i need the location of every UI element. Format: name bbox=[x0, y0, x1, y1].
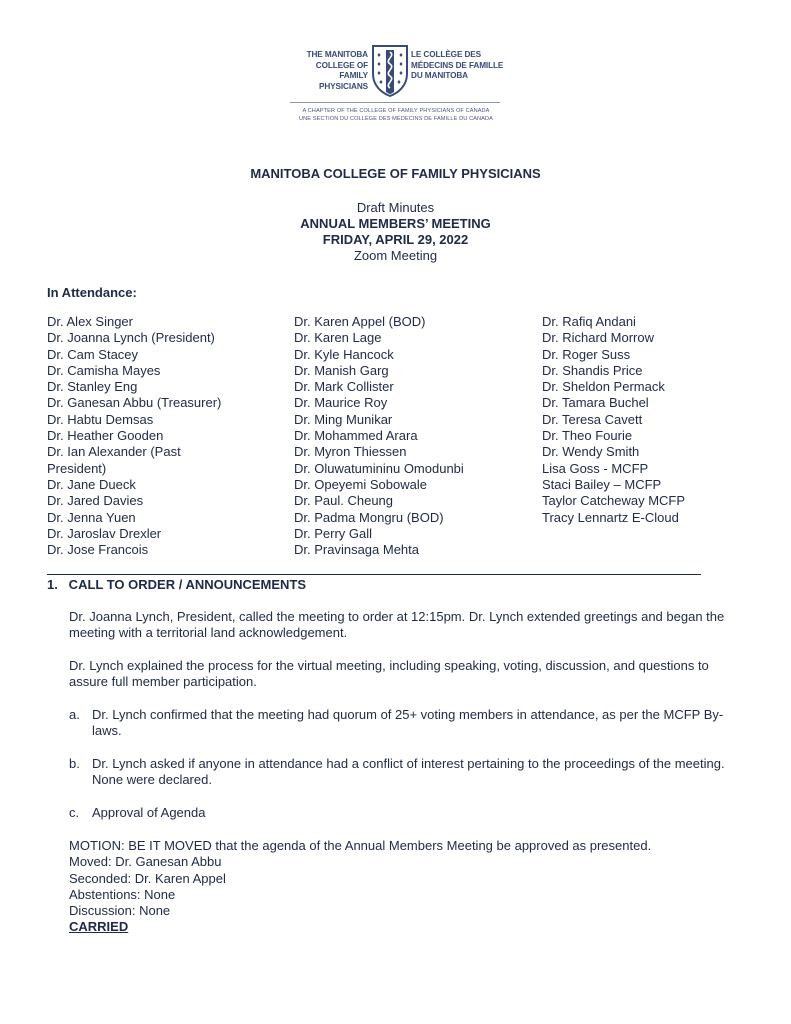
attendee-name: Dr. Habtu Demsas bbox=[47, 411, 154, 427]
attendee-name: Dr. Stanley Eng bbox=[47, 379, 138, 395]
attendee-name: Dr. Jared Davies bbox=[47, 493, 144, 509]
motion-text: MOTION: BE IT MOVED that the agenda of the Annual Members Meeting be approved as presented. bbox=[69, 838, 652, 853]
attendee-name: Dr. Alex Singer bbox=[47, 314, 133, 329]
attendance-heading: In Attendance: bbox=[47, 285, 137, 300]
attendance-column-3 bbox=[542, 314, 685, 526]
document-type: Draft Minutes bbox=[356, 200, 435, 215]
attendee-name: President) bbox=[47, 460, 107, 476]
section-title: 1. CALL TO ORDER / ANNOUNCEMENTS bbox=[47, 577, 307, 592]
meeting-date: FRIDAY, APRIL 29, 2022 bbox=[322, 232, 469, 247]
motion-result: CARRIED bbox=[69, 919, 129, 935]
attendee-name: Dr. Teresa Cavett bbox=[542, 411, 643, 427]
attendee-name: Dr. Padma Mongru (BOD) bbox=[294, 509, 444, 525]
attendee-name: Dr. Maurice Roy bbox=[294, 395, 388, 411]
motion-seconded: Seconded: Dr. Karen Appel bbox=[69, 870, 226, 886]
attendee-name: Taylor Catcheway MCFP bbox=[542, 493, 686, 509]
attendee-name: Dr. Ganesan Abbu (Treasurer) bbox=[47, 395, 222, 411]
meeting-location: Zoom Meeting bbox=[353, 248, 438, 263]
attendee-name: Dr. Myron Thiessen bbox=[294, 444, 407, 460]
list-item-text: Approval of Agenda bbox=[92, 805, 206, 820]
college-logo bbox=[290, 44, 502, 134]
list-item-text: Dr. Lynch confirmed that the meeting had quorum of 25+ voting members in attendance, as per the MCFP By-laws. bbox=[92, 707, 724, 739]
shield-crest-icon bbox=[370, 44, 410, 98]
attendee-name: Dr. Mark Collister bbox=[294, 379, 394, 395]
paragraph: Dr. Lynch explained the process for the virtual meeting, including speaking, voting, discussion, and questions to assure full member participation. bbox=[69, 658, 709, 690]
attendee-name: Dr. Rafiq Andani bbox=[542, 314, 636, 329]
logo-divider bbox=[290, 102, 500, 103]
attendee-name: Dr. Ian Alexander (Past bbox=[47, 444, 181, 460]
logo-french-name: LE COLLÈGE DES MÉDECINS DE FAMILLE DU MANITOBA bbox=[411, 50, 504, 80]
attendee-name: Dr. Mohammed Arara bbox=[294, 428, 418, 444]
list-item-label: b. bbox=[69, 756, 80, 771]
attendee-name: Dr. Theo Fourie bbox=[542, 428, 633, 444]
attendee-name: Dr. Heather Gooden bbox=[47, 428, 164, 444]
attendee-name: Dr. Karen Lage bbox=[294, 330, 382, 346]
attendee-name: Tracy Lennartz E-Cloud bbox=[542, 509, 679, 525]
attendee-name: Dr. Sheldon Permack bbox=[542, 379, 665, 395]
attendee-name: Dr. Manish Garg bbox=[294, 362, 389, 378]
attendee-name: Staci Bailey – MCFP bbox=[542, 476, 662, 492]
motion-moved: Moved: Dr. Ganesan Abbu bbox=[69, 854, 222, 870]
attendee-name: Dr. Ming Munikar bbox=[294, 411, 393, 427]
section-divider bbox=[47, 574, 701, 575]
list-item bbox=[69, 707, 749, 740]
paragraph: Dr. Joanna Lynch, President, called the meeting to order at 12:15pm. Dr. Lynch extended greetings and began the meeting with a territorial land acknowledgement. bbox=[69, 609, 725, 641]
attendee-name: Lisa Goss - MCFP bbox=[542, 460, 649, 476]
list-item-text: Dr. Lynch asked if anyone in attendance had a conflict of interest pertaining to the proceedings of the meeting. None were declared. bbox=[92, 756, 725, 788]
attendee-name: Dr. Cam Stacey bbox=[47, 346, 139, 362]
attendee-name: Dr. Pravinsaga Mehta bbox=[294, 542, 420, 558]
logo-english-name: THE MANITOBA COLLEGE OF FAMILY PHYSICIANS bbox=[306, 50, 368, 91]
attendee-name: Dr. Kyle Hancock bbox=[294, 346, 394, 362]
attendee-name: Dr. Camisha Mayes bbox=[47, 362, 161, 378]
attendee-name: Dr. Wendy Smith bbox=[542, 444, 640, 460]
meeting-name: ANNUAL MEMBERS’ MEETING bbox=[300, 216, 491, 231]
attendee-name: Dr. Oluwatumininu Omodunbi bbox=[294, 460, 464, 476]
attendee-name: Dr. Karen Appel (BOD) bbox=[294, 314, 426, 329]
attendee-name: Dr. Jose Francois bbox=[47, 542, 149, 558]
attendee-name: Dr. Jaroslav Drexler bbox=[47, 525, 162, 541]
logo-subtitle: A CHAPTER OF THE COLLEGE OF FAMILY PHYSICIANS OF CANADA UNE SECTION DU COLLÈGE DES MÉDECINS DE FAMILLE DU CANADA bbox=[299, 108, 493, 122]
motion-abstentions: Abstentions: None bbox=[69, 886, 176, 902]
attendee-name: Dr. Paul. Cheung bbox=[294, 493, 394, 509]
attendee-name: Dr. Roger Suss bbox=[542, 346, 631, 362]
attendee-name: Dr. Joanna Lynch (President) bbox=[47, 330, 215, 346]
list-item-label: a. bbox=[69, 707, 80, 722]
attendee-name: Dr. Jane Dueck bbox=[47, 476, 136, 492]
attendee-name: Dr. Opeyemi Sobowale bbox=[294, 476, 427, 492]
attendee-name: Dr. Perry Gall bbox=[294, 525, 373, 541]
list-item bbox=[69, 805, 749, 821]
attendee-name: Dr. Richard Morrow bbox=[542, 330, 654, 346]
list-item-label: c. bbox=[69, 805, 80, 820]
motion-discussion: Discussion: None bbox=[69, 903, 171, 919]
attendance-column-2 bbox=[294, 314, 464, 558]
attendee-name: Dr. Shandis Price bbox=[542, 362, 643, 378]
attendance-column-1 bbox=[47, 314, 221, 558]
attendee-name: Dr. Jenna Yuen bbox=[47, 509, 136, 525]
organization-title: MANITOBA COLLEGE OF FAMILY PHYSICIANS bbox=[250, 166, 541, 181]
attendee-name: Dr. Tamara Buchel bbox=[542, 395, 649, 411]
list-item bbox=[69, 756, 749, 789]
motion-block bbox=[69, 838, 651, 936]
